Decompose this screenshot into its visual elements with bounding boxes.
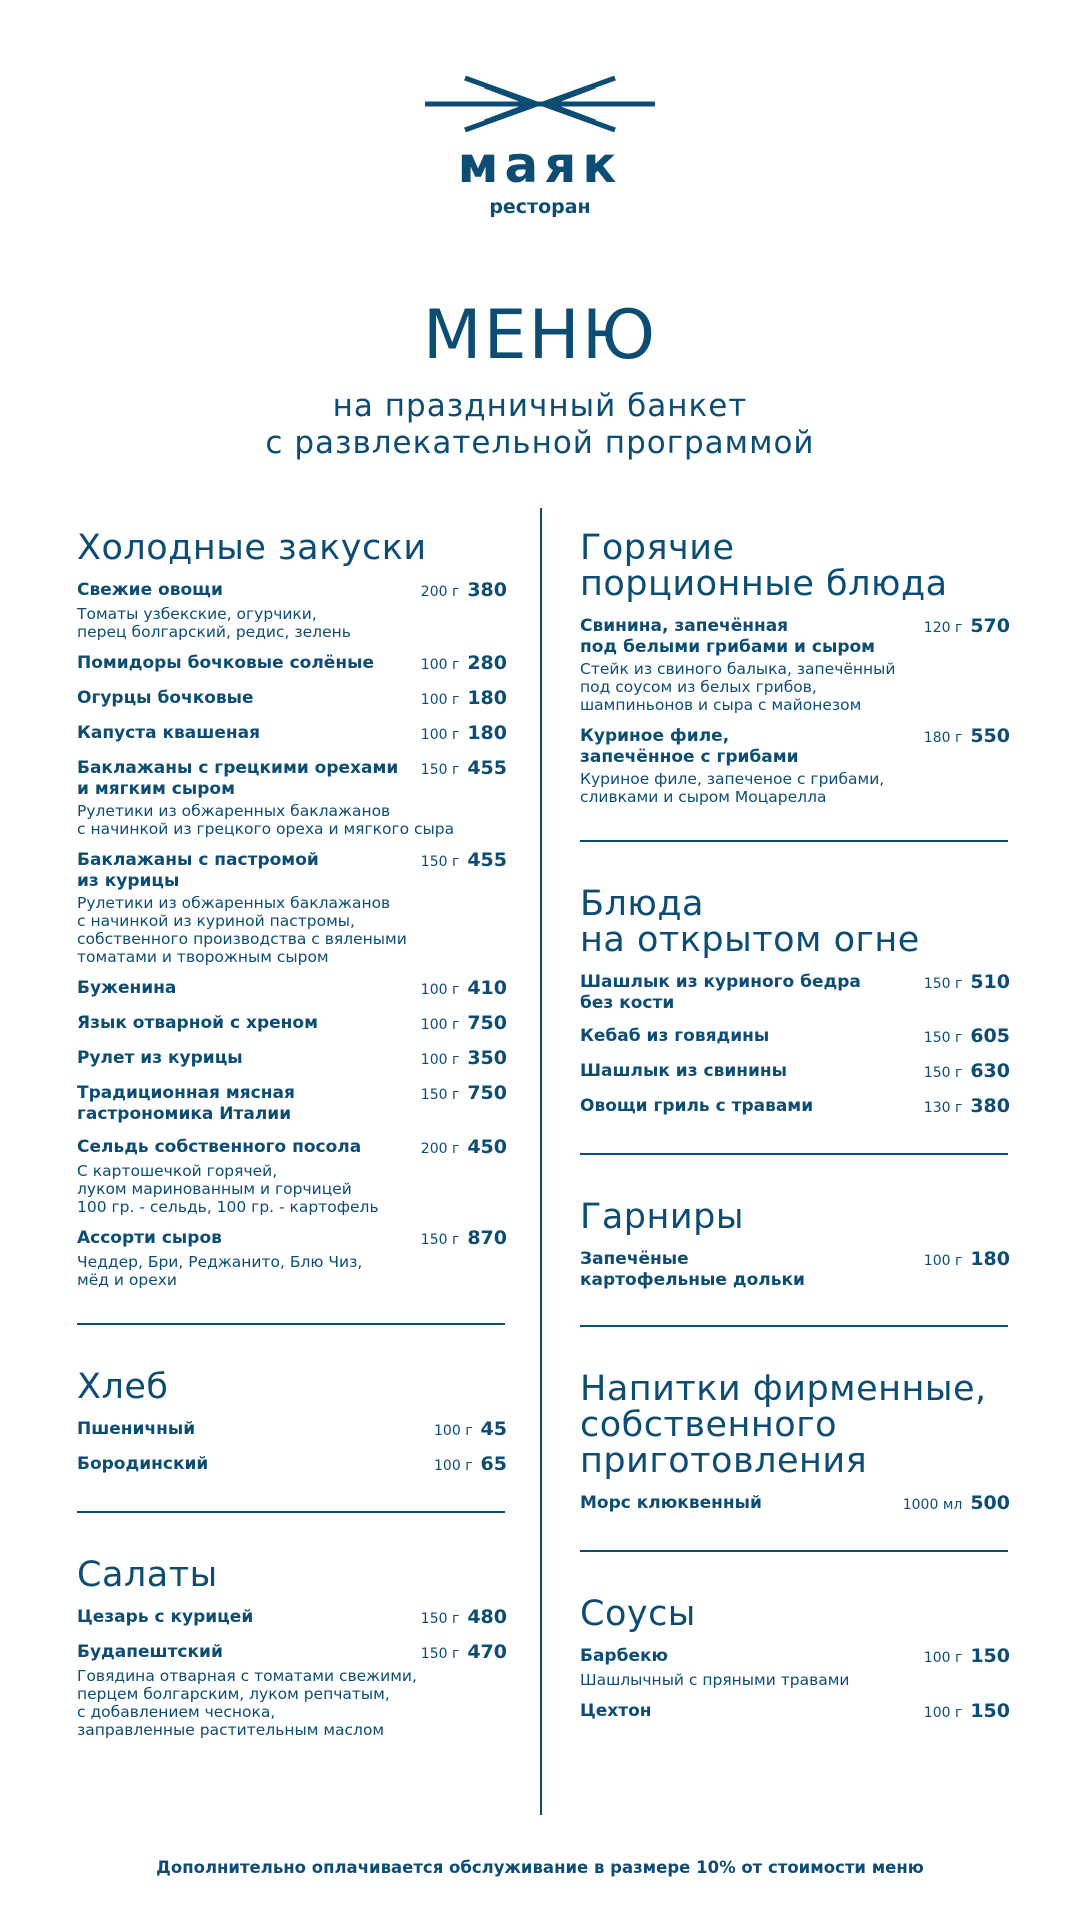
menu-item-price: 500 [970,1492,1010,1514]
menu-item-weight: 100 г [420,982,460,998]
menu-item-price-group [421,1083,507,1106]
menu-item-price: 630 [970,1060,1010,1082]
menu-item-price: 870 [467,1227,507,1249]
menu-item-price-group [421,1137,507,1160]
menu-item-name: Помидоры бочковые солёные [77,653,374,673]
menu-item-weight: 150 г [420,1611,460,1627]
menu-item-weight: 1000 мл [902,1497,963,1513]
menu-item-price-group [421,1642,507,1665]
lighthouse-beams-icon [425,72,655,136]
menu-item-name: Будапештский [77,1642,223,1662]
menu-item-price: 570 [970,615,1010,637]
menu-item-name: Буженина [77,978,177,998]
menu-item [77,1228,507,1289]
menu-item-description: Стейк из свиного балыка, запечённый под соусом из белых грибов, шампиньонов и сыра с майонезом [580,660,896,714]
menu-item-price: 380 [970,1095,1010,1117]
menu-item-price-group [421,688,507,711]
menu-item [77,1137,507,1216]
menu-item-price: 65 [480,1453,507,1475]
menu-item-name: Кебаб из говядины [580,1026,770,1046]
menu-item-name: Пшеничный [77,1419,196,1439]
menu-item-weight: 180 г [923,730,963,746]
section-title: Соусы [580,1594,696,1634]
menu-item-price: 550 [970,725,1010,747]
menu-item [77,850,507,966]
menu-item-description: Рулетики из обжаренных баклажанов с начинкой из грецкого ореха и мягкого сыра [77,802,455,838]
menu-item-weight: 150 г [923,1030,963,1046]
brand-name: маяк [457,136,623,194]
section-title: Блюда на открытом огне [580,884,920,960]
menu-item-price: 605 [970,1025,1010,1047]
menu-item-weight: 150 г [420,1646,460,1662]
menu-item-description: Рулетики из обжаренных баклажанов с начинкой из куриной пастромы, собственного производства с вялеными томатами и творожным сыром [77,894,407,966]
menu-item [77,1083,507,1125]
menu-item-price: 455 [467,849,507,871]
menu-item [580,972,1010,1014]
section-title: Гарниры [580,1197,744,1237]
menu-item [77,978,507,1001]
menu-item-price: 470 [467,1641,507,1663]
menu-item [77,653,507,676]
brand-subtitle: ресторан [489,196,591,218]
menu-item-price-group [421,1607,507,1630]
menu-item-price: 480 [467,1606,507,1628]
restaurant-logo [0,72,1080,218]
menu-item-weight: 100 г [434,1423,473,1439]
menu-item-weight: 150 г [420,762,460,778]
section-divider [77,1323,505,1325]
menu-item [77,1454,507,1477]
menu-item-weight: 100 г [420,1017,460,1033]
menu-subtitle [0,388,1080,462]
menu-item-price-group [924,726,1010,749]
column-divider [540,508,542,1815]
menu-subtitle-line: на праздничный банкет [332,388,748,424]
menu-item [77,1013,507,1036]
section [77,1557,507,1739]
menu-item-price: 410 [467,977,507,999]
menu-item [580,1096,1010,1119]
section-divider [580,840,1008,842]
menu-item-price: 150 [970,1645,1010,1667]
menu-item-name: Огурцы бочковые [77,688,254,708]
menu-item-price: 455 [467,757,507,779]
menu-item-name: Капуста квашеная [77,723,260,743]
menu-item-price: 510 [970,971,1010,993]
menu-item-description: Говядина отварная с томатами свежими, перцем болгарским, луком репчатым, с добавлением чеснока, заправленные растительным маслом [77,1667,417,1739]
section [580,886,1010,1119]
menu-item-weight: 100 г [420,727,460,743]
menu-item-weight: 200 г [420,1141,460,1157]
section-title: Салаты [77,1555,218,1595]
menu-item-name: Сельдь собственного посола [77,1137,362,1157]
menu-item-name: Бородинский [77,1454,209,1474]
section-title: Холодные закуски [77,528,427,568]
menu-item [77,723,507,746]
menu-item-price: 350 [467,1047,507,1069]
section-title: Напитки фирменные, собственного приготовления [580,1369,987,1481]
menu-item [580,616,1010,714]
menu-item [580,1646,1010,1689]
menu-item-description: Шашлычный с пряными травами [580,1671,850,1689]
menu-item-name: Куриное филе, запечённое с грибами [580,726,799,767]
menu-item-price-group [421,978,507,1001]
menu-item-name: Барбекю [580,1646,669,1666]
menu-item [77,758,507,838]
menu-item [77,1048,507,1071]
menu-item-name: Баклажаны с пастромой из курицы [77,850,319,891]
menu-item-price-group [924,1249,1010,1272]
section-title: Хлеб [77,1367,169,1407]
menu-item-name: Традиционная мясная гастрономика Италии [77,1083,295,1124]
menu-item-price-group [421,1013,507,1036]
menu-item [580,726,1010,806]
menu-item-name: Язык отварной с хреном [77,1013,318,1033]
menu-item-price-group [924,616,1010,639]
menu-item-name: Шашлык из куриного бедра без кости [580,972,861,1013]
menu-item-price-group [924,1026,1010,1049]
menu-item-price-group [924,1096,1010,1119]
menu-subtitle-line: с развлекательной программой [265,425,815,461]
menu-item-name: Рулет из курицы [77,1048,243,1068]
menu-item-name: Ассорти сыров [77,1228,222,1248]
menu-item-weight: 120 г [923,620,963,636]
menu-item-name: Баклажаны с грецкими орехами и мягким сыром [77,758,399,799]
menu-item [580,1026,1010,1049]
right-column [580,530,1010,1736]
menu-item-name: Запечёные картофельные дольки [580,1249,805,1290]
menu-item-weight: 150 г [420,1087,460,1103]
service-charge-note: Дополнительно оплачивается обслуживание в размере 10% от стоимости меню [156,1858,924,1877]
menu-item-weight: 200 г [420,584,460,600]
menu-item-price: 450 [467,1136,507,1158]
menu-item-name: Свежие овощи [77,580,223,600]
menu-item-description: Чеддер, Бри, Реджанито, Блю Чиз, мёд и орехи [77,1253,363,1289]
menu-item-price-group [421,758,507,781]
section-divider [580,1153,1008,1155]
menu-item-price: 180 [467,687,507,709]
menu-item [77,688,507,711]
section [580,530,1010,806]
menu-item-name: Свинина, запечённая под белыми грибами и сыром [580,616,876,657]
menu-item-price: 150 [970,1700,1010,1722]
menu-item-price-group [421,850,507,873]
menu-item-name: Цехтон [580,1701,652,1721]
left-column [77,530,507,1751]
menu-item [77,580,507,641]
menu-item-price: 180 [467,722,507,744]
menu-item-price-group [924,1646,1010,1669]
menu-item-weight: 150 г [420,854,460,870]
menu-item [580,1061,1010,1084]
menu-item-weight: 100 г [420,692,460,708]
menu-item [77,1642,507,1739]
menu-item-price-group [421,1228,507,1251]
menu-item-weight: 150 г [420,1232,460,1248]
menu-item-price: 750 [467,1012,507,1034]
menu-item-weight: 100 г [923,1253,963,1269]
section [77,1369,507,1477]
menu-item-weight: 100 г [420,1052,460,1068]
section [580,1596,1010,1724]
menu-item-price-group [421,1048,507,1071]
menu-item-price: 45 [480,1418,507,1440]
menu-item-weight: 100 г [420,657,460,673]
menu-item-price: 380 [467,579,507,601]
menu-item-price-group [421,723,507,746]
menu-item-price: 280 [467,652,507,674]
section [77,530,507,1289]
menu-item-description: Куриное филе, запеченое с грибами, сливками и сыром Моцарелла [580,770,885,806]
section-title: Горячие порционные блюда [580,528,948,604]
section [580,1371,1010,1516]
menu-item-price-group [924,1701,1010,1724]
section-divider [77,1511,505,1513]
menu-item-name: Цезарь с курицей [77,1607,254,1627]
menu-item-price-group [924,972,1010,995]
menu-title: МЕНЮ [422,296,658,375]
section-divider [580,1550,1008,1552]
menu-item-weight: 150 г [923,976,963,992]
menu-item-description: Томаты узбекские, огурчики, перец болгарский, редис, зелень [77,605,351,641]
menu-item-price-group [924,1061,1010,1084]
menu-item-price-group [903,1493,1010,1516]
menu-item-weight: 130 г [923,1100,963,1116]
menu-item-price: 750 [467,1082,507,1104]
menu-item-name: Овощи гриль с травами [580,1096,814,1116]
menu-item [77,1607,507,1630]
menu-item-price-group [421,653,507,676]
section [580,1199,1010,1291]
menu-item-price-group [434,1454,507,1477]
menu-item-name: Морс клюквенный [580,1493,762,1513]
menu-item-weight: 150 г [923,1065,963,1081]
menu-item [580,1493,1010,1516]
menu-item-weight: 100 г [923,1705,963,1721]
menu-item-weight: 100 г [923,1650,963,1666]
menu-item [77,1419,507,1442]
menu-item-price: 180 [970,1248,1010,1270]
menu-item-price-group [434,1419,507,1442]
menu-item-weight: 100 г [434,1458,473,1474]
menu-item [580,1249,1010,1291]
menu-item [580,1701,1010,1724]
menu-item-price-group [421,580,507,603]
menu-item-name: Шашлык из свинины [580,1061,788,1081]
menu-item-description: С картошечкой горячей, луком маринованным и горчицей 100 гр. - сельдь, 100 гр. - картофель [77,1162,379,1216]
section-divider [580,1325,1008,1327]
